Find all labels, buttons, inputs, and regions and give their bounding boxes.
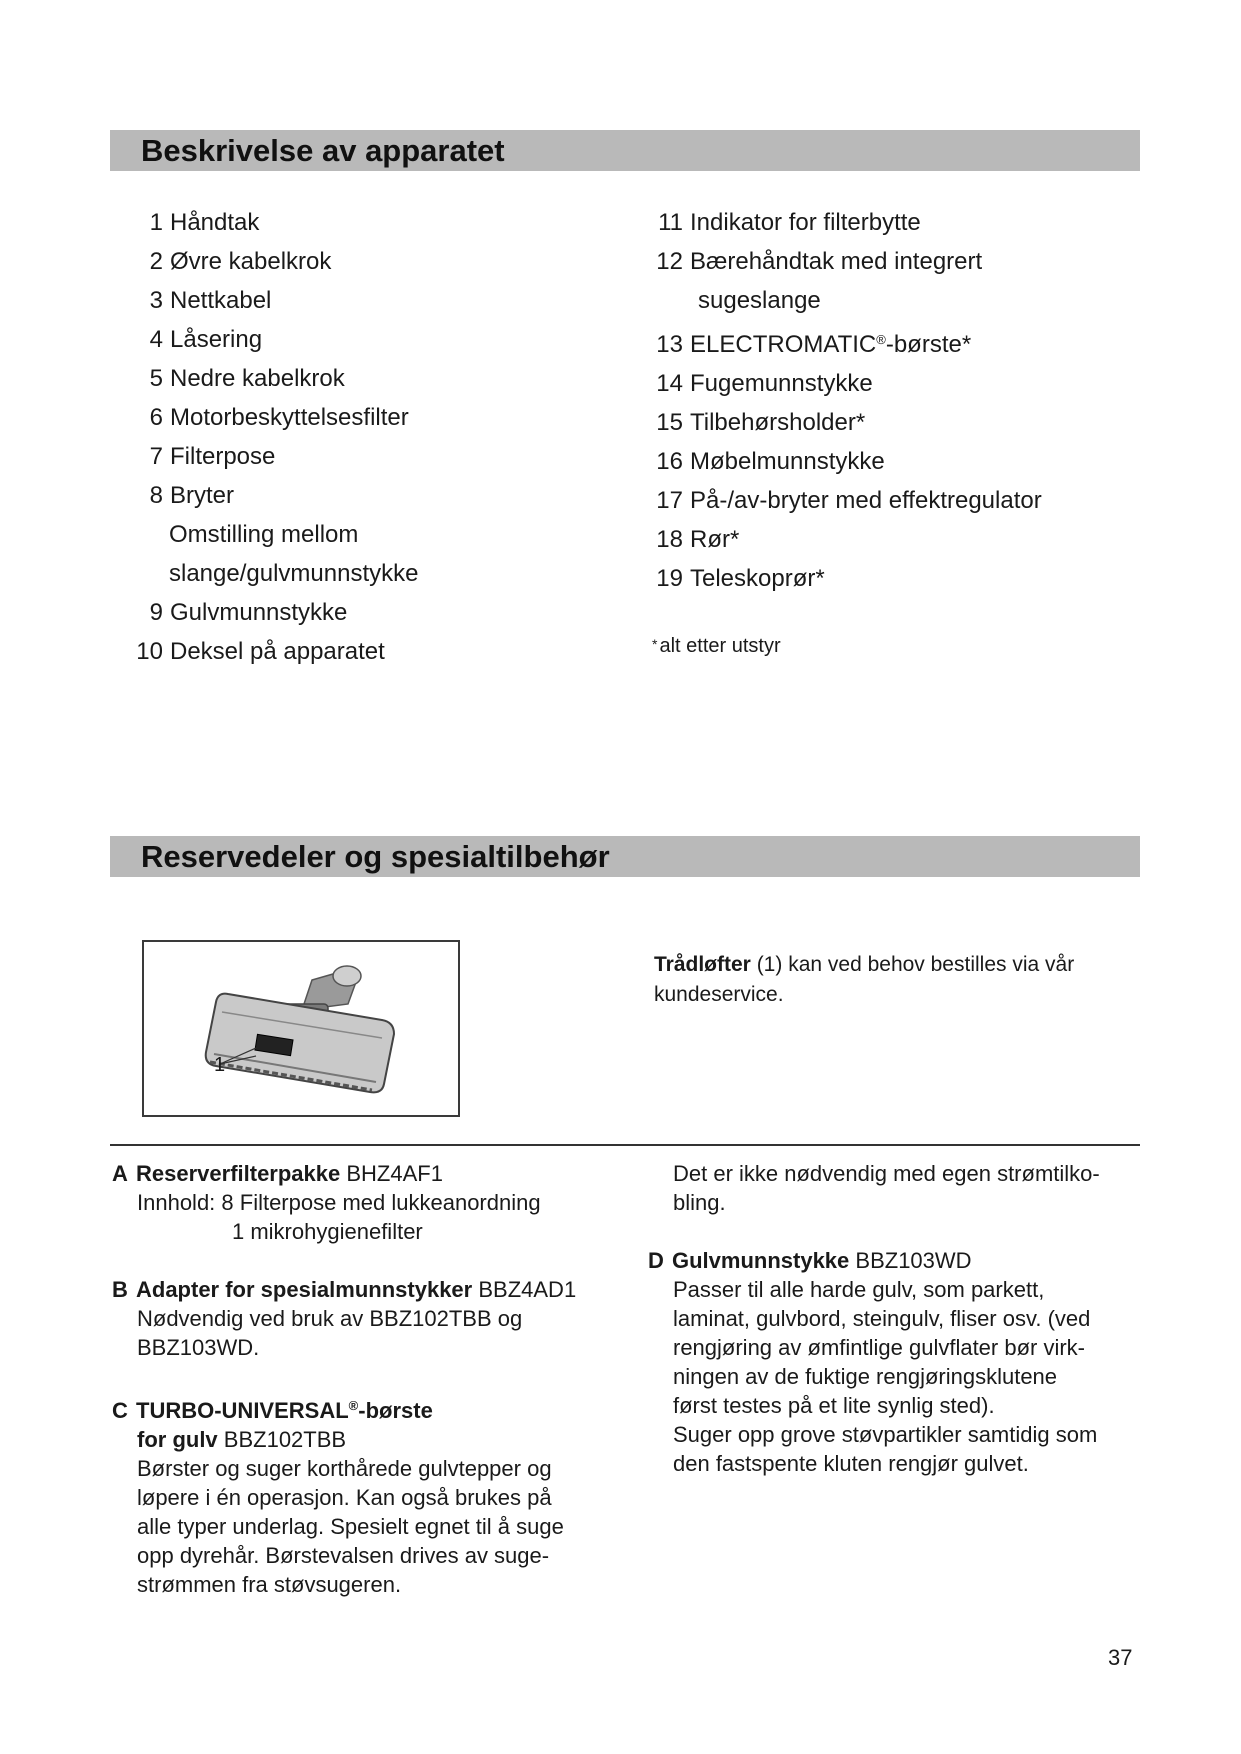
floor-nozzle-icon: [144, 942, 458, 1115]
list-item: 11 Indikator for filterbytte: [658, 209, 921, 236]
list-item: 10 Deksel på apparatet: [136, 638, 385, 665]
section-header-bar: [110, 130, 1140, 171]
list-item: 1 Håndtak: [149, 209, 260, 236]
list-item: 6 Motorbeskyttelsesfilter: [149, 404, 409, 431]
accessories-left-column: [112, 1159, 632, 1628]
accessory-entry-c-continued: Det er ikke nødvendig med egen strømtilko- bling.: [673, 1161, 1100, 1215]
accessory-entry-b: B Adapter for spesialmunnstykker BBZ4AD1 Nødvendig ved bruk av BBZ102TBB og BBZ103WD.: [112, 1277, 577, 1360]
divider: [110, 1144, 1140, 1146]
list-item: 9 Gulvmunnstykke: [149, 599, 348, 626]
list-item: 12 Bærehåndtak med integrert sugeslange: [656, 248, 983, 314]
list-item: 7 Filterpose: [149, 443, 276, 470]
parts-list-right: [656, 203, 1042, 598]
accessory-entry-a: A Reserverfilterpakke BHZ4AF1 Innhold: 8 Filterpose med lukkeanordning 1 mikrohygienefilter: [112, 1161, 541, 1244]
section-header-bar: [110, 836, 1140, 877]
list-item: 16 Møbelmunnstykke: [656, 448, 885, 475]
list-item: 13 ELECTROMATIC®-børste*: [656, 331, 972, 358]
accessory-entry-c: C TURBO-UNIVERSAL®-børste for gulv BBZ102TBB Børster og suger korthårede gulvtepper og løpere i én operasjon. Kan også brukes på alle typer underlag. Spesielt egnet til å suge opp dyrehår. Børstevalsen drives av suge- strømmen fra støvsugeren.: [112, 1398, 564, 1597]
list-item: 19 Teleskoprør*: [656, 565, 825, 592]
accessory-entry-d: D Gulvmunnstykke BBZ103WD Passer til alle harde gulv, som parkett, laminat, gulvbord, steingulv, fliser osv. (ved rengjøring av ømfintlige gulvflater bør virk- ningen av de fuktige rengjøringsklutene først testes på et lite synlig sted). Suger opp grove støvpartikler samtidig som den fastspente kluten rengjør gulvet.: [648, 1248, 1098, 1476]
list-item: 14 Fugemunnstykke: [656, 370, 873, 397]
list-item: 3 Nettkabel: [149, 287, 272, 314]
accessories-right-column: [648, 1159, 1148, 1507]
section-title-description: Beskrivelse av apparatet: [141, 133, 505, 168]
footnote: * alt etter utstyr: [652, 635, 781, 657]
list-item: 17 På-/av-bryter med effektregulator: [656, 487, 1042, 514]
parts-list-left: [123, 203, 418, 671]
list-item: 5 Nedre kabelkrok: [149, 365, 345, 392]
page-number: 37: [1108, 1645, 1133, 1670]
list-item: 18 Rør*: [656, 526, 740, 553]
figure-callout-label: 1: [214, 1054, 226, 1076]
list-item: 15 Tilbehørsholder*: [656, 409, 866, 436]
floor-nozzle-illustration: [142, 940, 460, 1117]
thread-lifter-note: Trådløfter (1) kan ved behov bestilles via vår kundeservice.: [654, 953, 1075, 1006]
list-item: 2 Øvre kabelkrok: [149, 248, 332, 275]
list-item: 4 Låsering: [149, 326, 263, 353]
list-item: 8 Bryter Omstilling mellom slange/gulvmunnstykke: [149, 482, 419, 587]
section-title-spare-parts: Reservedeler og spesialtilbehør: [141, 839, 610, 874]
